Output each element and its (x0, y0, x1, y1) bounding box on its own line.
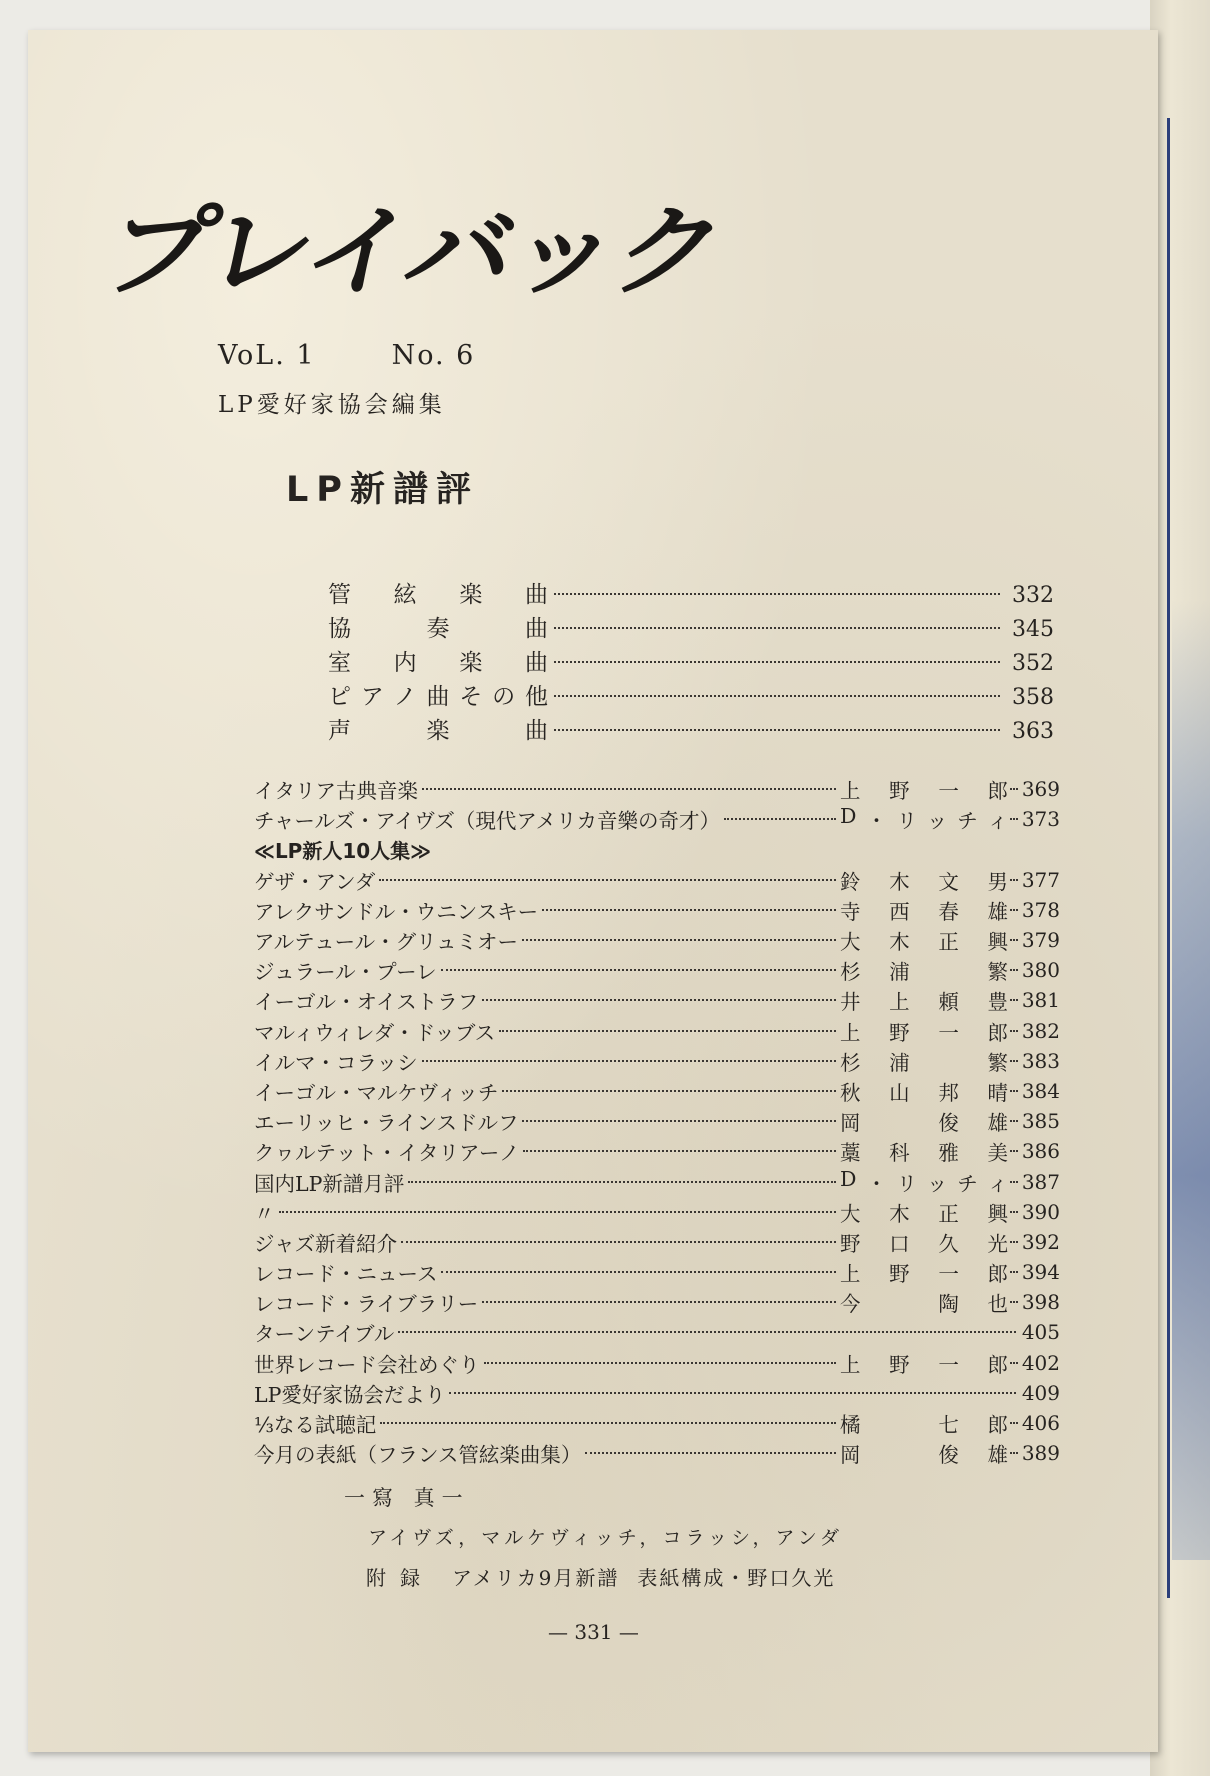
dot-leader (1010, 1362, 1018, 1364)
dot-leader (1010, 969, 1018, 971)
dot-leader (449, 1392, 1016, 1394)
article-page: 402 (1021, 1350, 1060, 1375)
article-title: アレクサンドル・ウニンスキー (254, 899, 539, 924)
article-title: アルテュール・グリュミオー (254, 930, 519, 955)
dot-leader (1010, 1271, 1018, 1273)
article-title: クヮルテット・イタリアーノ (254, 1141, 520, 1166)
magazine-title: プレイバック (94, 195, 732, 310)
dot-leader (441, 969, 836, 971)
dot-leader (1010, 1150, 1018, 1152)
toc-row (254, 1257, 1060, 1287)
cover-credit: 表紙構成・野口久光 (637, 1566, 836, 1590)
dot-leader (408, 1181, 836, 1183)
toc-row (254, 1378, 1060, 1408)
article-page: 384 (1021, 1078, 1060, 1103)
article-title: LP愛好家協会だより (254, 1382, 446, 1407)
dot-leader (724, 818, 836, 820)
toc-row (254, 1287, 1060, 1317)
article-title: ゲザ・アンダ (254, 869, 376, 894)
adjacent-page-ink (1172, 600, 1210, 1560)
article-title: イタリア古典音楽 (254, 779, 418, 804)
article-title: ⅓なる試聴記 (254, 1413, 377, 1438)
dot-leader (401, 1241, 836, 1243)
toc-row (254, 985, 1060, 1015)
dot-leader (542, 909, 836, 911)
article-title: ターンテイブル (254, 1322, 395, 1347)
article-author: 大 木 正 興 (840, 1201, 1008, 1226)
article-author: 上 野 一 郎 (840, 1020, 1008, 1045)
dot-leader (1010, 879, 1018, 881)
article-title: ジュラール・プーレ (254, 960, 437, 985)
category-label: ピ ア ノ 曲 そ の 他 (328, 684, 548, 710)
article-title: レコード・ライブラリー (254, 1292, 479, 1317)
appendix-label: 附録 (366, 1566, 434, 1590)
article-title: レコード・ニュース (254, 1262, 438, 1287)
category-page: 363 (1012, 719, 1054, 744)
dot-leader (522, 1120, 836, 1122)
toc-row (254, 1136, 1060, 1166)
dot-leader (1010, 1211, 1018, 1213)
category-label: 協 奏 曲 (328, 616, 548, 642)
toc-row (254, 1408, 1060, 1438)
dot-leader (379, 879, 836, 881)
category-row (328, 610, 1054, 644)
dot-leader (554, 659, 1000, 663)
dot-leader (1010, 909, 1018, 911)
toc-row (254, 925, 1060, 955)
article-page: 409 (1021, 1380, 1060, 1405)
toc-row (254, 1106, 1060, 1136)
article-author: 杉 浦 繁 (840, 960, 1008, 985)
adjacent-page-rule (1167, 118, 1170, 1598)
article-page: 406 (1021, 1411, 1060, 1436)
article-page: 373 (1021, 807, 1060, 832)
dot-leader (398, 1331, 1016, 1333)
article-author: 岡 俊 雄 (840, 1443, 1008, 1468)
article-page: 390 (1021, 1199, 1060, 1224)
category-row (328, 644, 1054, 678)
article-title: イーゴル・マルケヴィッチ (254, 1080, 499, 1105)
dot-leader (554, 693, 1000, 697)
category-label: 室 内 楽 曲 (328, 650, 548, 676)
category-page: 345 (1012, 617, 1054, 642)
article-author: 今 陶 也 (840, 1292, 1008, 1317)
toc-row (254, 1317, 1060, 1347)
category-row (328, 576, 1054, 610)
article-page: 369 (1021, 777, 1060, 802)
article-page: 389 (1021, 1441, 1060, 1466)
toc-row (254, 1438, 1060, 1468)
dot-leader (502, 1090, 836, 1092)
article-page: 378 (1021, 897, 1060, 922)
article-title: イルマ・コラッシ (254, 1050, 418, 1075)
article-title: 今月の表紙（フランス管絃楽曲集） (254, 1443, 582, 1468)
article-author: D ・ リ ッ チ ィ (840, 804, 1008, 834)
article-page: 383 (1021, 1048, 1060, 1073)
dot-leader (554, 625, 1000, 629)
article-title: チャールズ・アイヴズ（現代アメリカ音樂の奇才） (254, 809, 720, 834)
toc-row (254, 804, 1060, 834)
dot-leader (380, 1422, 836, 1424)
article-page: 386 (1021, 1139, 1060, 1164)
article-title: マルィウィレダ・ドッブス (254, 1020, 496, 1045)
toc-row (254, 1348, 1060, 1378)
article-title: エーリッヒ・ラインスドルフ (254, 1111, 519, 1136)
dot-leader (484, 1362, 837, 1364)
dot-leader (1010, 1120, 1018, 1122)
toc-row (254, 774, 1060, 804)
dot-leader (554, 727, 1000, 731)
dot-leader (441, 1271, 836, 1273)
category-label: 管 絃 楽 曲 (328, 582, 548, 608)
article-page: 387 (1021, 1169, 1060, 1194)
volume-label: VoL. 1 (218, 340, 316, 371)
toc-row (254, 1197, 1060, 1227)
category-page: 352 (1012, 651, 1054, 676)
article-author: 藁 科 雅 美 (840, 1141, 1008, 1166)
toc-row (254, 865, 1060, 895)
dot-leader (554, 591, 1000, 595)
dot-leader (482, 999, 836, 1001)
dot-leader (1010, 1422, 1018, 1424)
article-title: ジャズ新着紹介 (254, 1231, 398, 1256)
dot-leader (1010, 1030, 1018, 1032)
article-page: 405 (1021, 1320, 1060, 1345)
article-page: 385 (1021, 1109, 1060, 1134)
article-author: 杉 浦 繁 (840, 1050, 1008, 1075)
dot-leader (279, 1211, 837, 1213)
category-page: 358 (1012, 685, 1054, 710)
dot-leader (523, 1150, 836, 1152)
article-title: 国内LP新譜月評 (254, 1171, 405, 1196)
dot-leader (585, 1452, 836, 1454)
series-heading: ≪LP新人10人集≫ (254, 838, 432, 863)
category-row (328, 678, 1054, 712)
article-page: 379 (1021, 928, 1060, 953)
article-author: 寺 西 春 雄 (840, 899, 1008, 924)
article-page: 394 (1021, 1260, 1060, 1285)
article-author: 上 野 一 郎 (840, 779, 1008, 804)
article-title: イーゴル・オイストラフ (254, 990, 479, 1015)
toc-row (254, 1166, 1060, 1196)
dot-leader (1010, 1090, 1018, 1092)
dot-leader (1010, 818, 1018, 820)
issue-line (218, 340, 475, 371)
number-label: No. 6 (391, 340, 476, 371)
toc-row (254, 955, 1060, 985)
toc-row (254, 1227, 1060, 1257)
dot-leader (1010, 1181, 1018, 1183)
photo-names: アイヴズ，マルケヴィッチ，コラッシ，アンダ (368, 1527, 844, 1549)
article-author: 上 野 一 郎 (840, 1262, 1008, 1287)
article-author: 大 木 正 興 (840, 930, 1008, 955)
article-page: 398 (1021, 1290, 1060, 1315)
toc-row (254, 1016, 1060, 1046)
article-page: 377 (1021, 867, 1060, 892)
toc-row (254, 895, 1060, 925)
dot-leader (1010, 788, 1018, 790)
toc-row (254, 1046, 1060, 1076)
article-title: 世界レコード会社めぐり (254, 1352, 480, 1377)
category-row (328, 712, 1054, 746)
article-author: 鈴 木 文 男 (840, 869, 1008, 894)
photo-heading: 一寫 真一 (344, 1486, 470, 1510)
page-number: — 331 — (548, 1620, 639, 1644)
article-author: 井 上 頼 豊 (840, 990, 1008, 1015)
dot-leader (422, 788, 836, 790)
article-author: 秋 山 邦 晴 (840, 1080, 1008, 1105)
article-page: 380 (1021, 958, 1060, 983)
dot-leader (1010, 1060, 1018, 1062)
dot-leader (1010, 1301, 1018, 1303)
article-author: 岡 俊 雄 (840, 1111, 1008, 1136)
dot-leader (1010, 1452, 1018, 1454)
dot-leader (1010, 1241, 1018, 1243)
article-author: 橘 七 郎 (840, 1413, 1008, 1438)
article-author: D ・ リ ッ チ ィ (840, 1166, 1008, 1196)
article-author: 上 野 一 郎 (840, 1352, 1008, 1377)
editor-credit: LP愛好家協会編集 (218, 392, 446, 418)
appendix-text: アメリカ9月新譜 (452, 1566, 620, 1590)
category-page: 332 (1012, 583, 1054, 608)
toc-row (254, 1076, 1060, 1106)
dot-leader (422, 1060, 836, 1062)
article-page: 382 (1021, 1018, 1060, 1043)
article-page: 381 (1021, 988, 1060, 1013)
article-page: 392 (1021, 1229, 1060, 1254)
dot-leader (1010, 999, 1018, 1001)
category-list (328, 576, 1054, 746)
category-label: 声 楽 曲 (328, 718, 548, 744)
article-title: 〃 (254, 1201, 275, 1226)
section-heading: LP新譜評 (286, 470, 479, 510)
table-of-contents (254, 774, 1060, 1468)
article-author: 野 口 久 光 (840, 1231, 1008, 1256)
dot-leader (522, 939, 836, 941)
dot-leader (1010, 939, 1018, 941)
dot-leader (499, 1030, 836, 1032)
appendix-line (366, 1562, 835, 1591)
dot-leader (482, 1301, 836, 1303)
